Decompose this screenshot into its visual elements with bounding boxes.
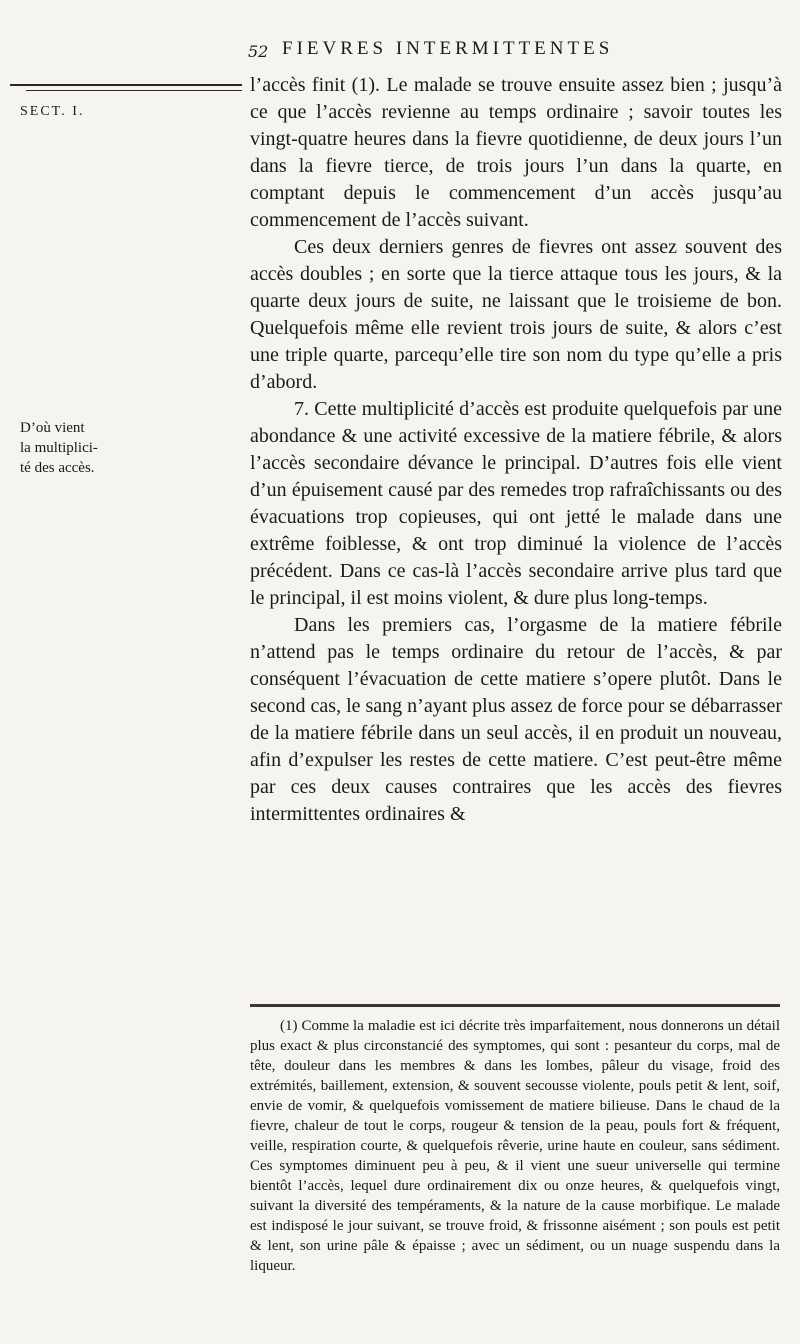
footnote-rule [250, 1004, 780, 1007]
margin-note [20, 418, 230, 478]
margin-note-line: D’où vient [20, 420, 85, 436]
header-rule [10, 84, 242, 86]
paragraph: Ces deux derniers genres de fievres ont assez souvent des accès doubles ; en sorte que la tierce attaque tous les jours, & la quarte deux jours de suite, ne laissant que le troisieme de bon. Quelquefois même elle revient trois jours de suite, & alors c’est une triple quarte, parcequ’elle tire son nom du type qu’elle a pris d’abord. [250, 236, 782, 393]
page-header [248, 38, 768, 68]
header-rule-thin [26, 90, 242, 91]
footnote: (1) Comme la maladie est ici décrite très imparfaitement, nous donnerons un détail plus exact & plus circonstancié des symptomes, qui sont : pesanteur du corps, mal de tête, douleur dans les membres & dans les lombes, pâleur du visage, froid des extrémités, baillement, extension, & souvent secousse violente, pouls petit & lent, soif, envie de vomir, & quelquefois vomissement de matiere bilieuse. Dans le chaud de la fievre, chaleur de tout le corps, rougeur & tension de la peau, pouls fort & fréquent, veille, respiration courte, & quelquefois rêverie, urine haute en couleur, sans sédiment. Ces symptomes diminuent peu à peu, & il vient une sueur universelle qui termine bientôt l’accès, lequel dure ordinairement dix ou onze heures, & quelquefois vingt, suivant la diversité des tempéraments, & la nature de la cause morbifique. Le malade est indisposé le jour suivant, se trouve froid, & frissonne aisément ; son pouls est petit & lent, son urine pâle & épaisse ; avec un sédiment, ou un nuage suspendu dans la liqueur. [250, 1018, 780, 1274]
page-number: 52 [248, 42, 269, 61]
paragraph: Dans les premiers cas, l’orgasme de la matiere fébrile n’attend pas le temps ordinaire du retour de l’accès, & par conséquent l’évacuation de cette matiere s’opere plutôt. Dans le second cas, le sang n’ayant plus assez de force pour se débarrasser de la matiere fébrile dans un seul accès, il en produit un nouveau, afin d’expulser les restes de cette matiere. C’est peut-être même par ces deux causes contraires que les accès des fievres intermittentes ordinaires & [250, 614, 783, 825]
paragraph: 7. Cette multiplicité d’accès est produite quelquefois par une abondance & une activité excessive de la matiere fébrile, & alors l’accès secondaire dévance le principal. D’autres fois elle vient d’un épuisement causé par des remedes trop rafraîchissants ou des évacuations trop copieuses, qui ont jetté le malade dans une extrême foiblesse, & ont trop diminué la violence de l’accès précédent. Dans ce cas-là l’accès secondaire arrive plus tard que le principal, il est moins violent, & dure plus long-temps. [250, 398, 782, 609]
paragraph: l’accès finit (1). Le malade se trouve ensuite assez bien ; jusqu’à ce que l’accès revienne au temps ordinaire ; savoir toutes les vingt-quatre heures dans la fievre quotidienne, de deux jours l’un dans la fievre tierce, de trois jours l’un dans la quarte, en comptant depuis le commencement d’un accès jusqu’au commencement de l’accès suivant. [250, 74, 782, 231]
margin-note-line: la multiplici- [20, 440, 98, 456]
main-text [250, 72, 782, 828]
section-label: SECT. I. [20, 104, 85, 119]
margin-note-line: té des accès. [20, 460, 95, 476]
running-title: FIEVRES INTERMITTENTES [282, 38, 614, 59]
